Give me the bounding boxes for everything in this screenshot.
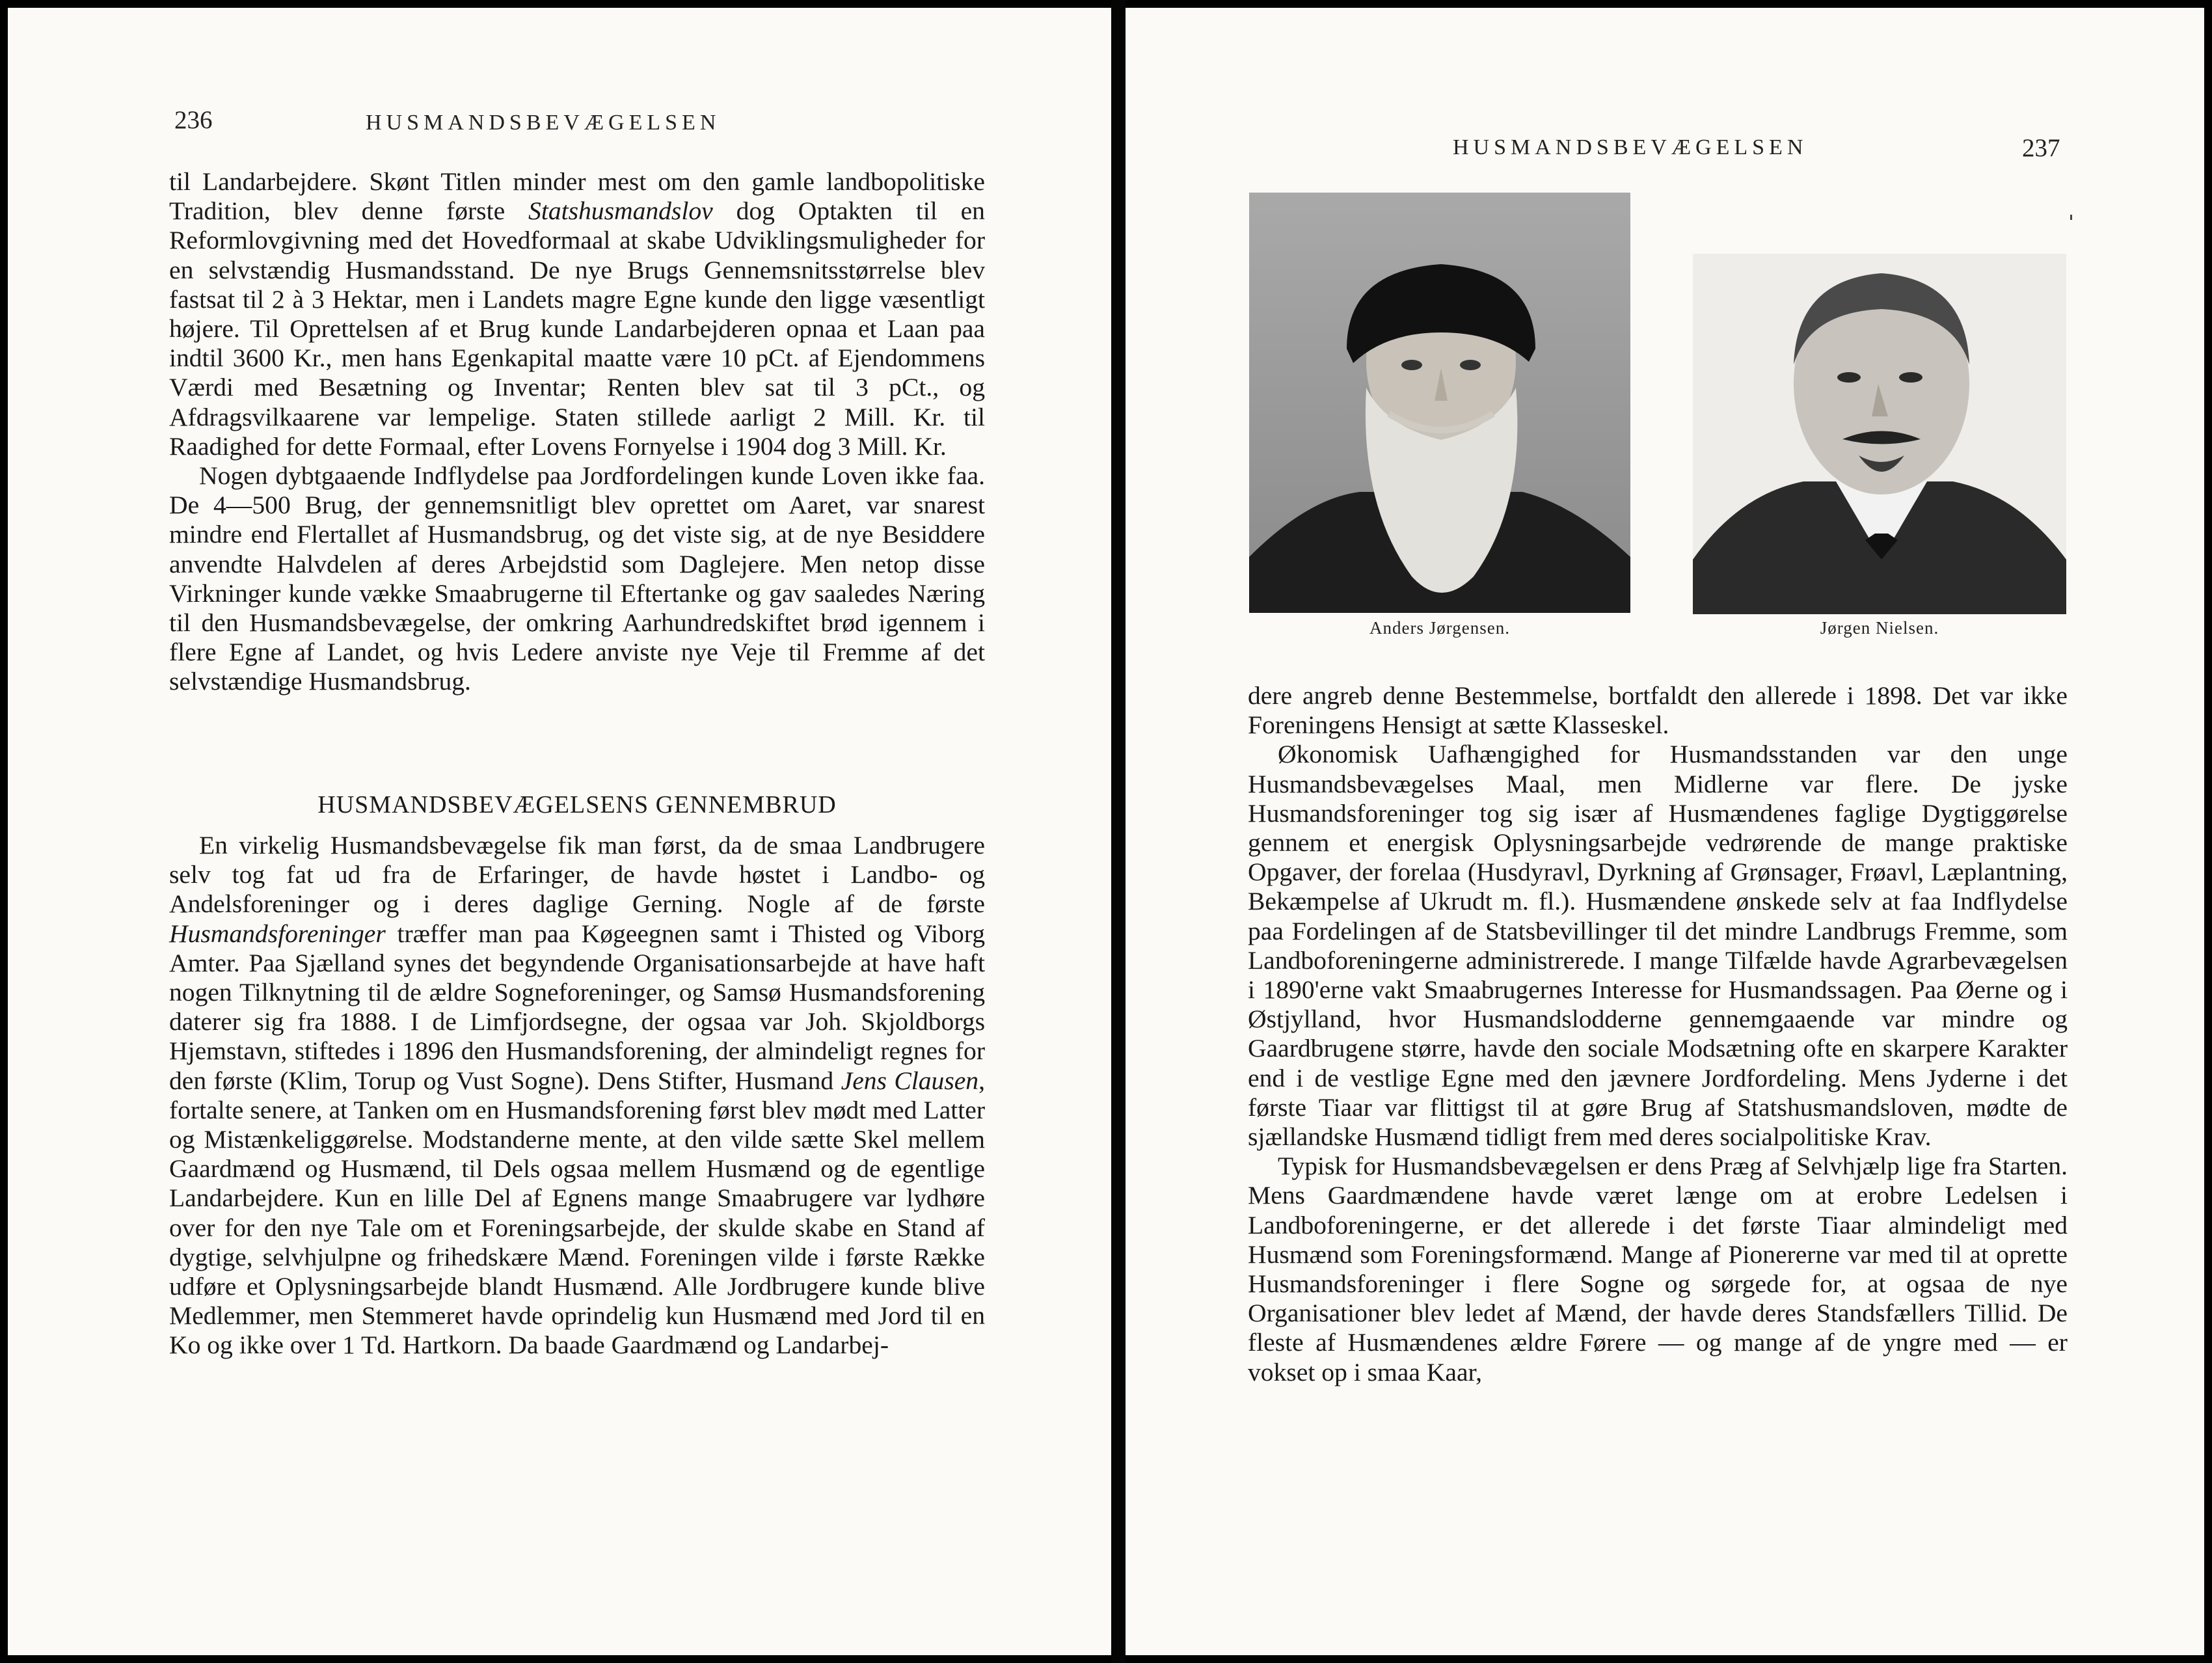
text-run: dog Optakten til en Reformlovgivning med det Hovedformaal at skabe Udviklingsmuligheder for en selvstændig Husmandsstand. De nye Brugs Gennemsnitsstørrelse blev fastsat til 2 à 3 Hektar, men i Landets magre Egne kunde den ligge væsentligt højere. Til Oprettelsen af et Brug kunde Landarbejderen opnaa et Laan paa indtil 3600 Kr., men hans Egenkapital maatte være 10 pCt. af Ejendommens Værdi med Besætning og Inventar; Renten blev sat til 3 pCt., og Afdragsvilkaarene var lempelige. Staten stillede aarligt 2 Mill. Kr. til Raadighed for dette Formaal, efter Lovens Fornyelse i 1904 dog 3 Mill. Kr. (169, 196, 985, 461)
running-head: HUSMANDSBEVÆGELSEN (1453, 135, 1808, 159)
book-gutter (1111, 0, 1126, 1663)
speck (2070, 215, 2072, 220)
photo-caption: Anders Jørgensen. (1369, 618, 1510, 638)
body-text (1248, 681, 2068, 1387)
section-heading: HUSMANDSBEVÆGELSENS GENNEMBRUD (317, 791, 837, 818)
italic-term: Husmandsforeninger (169, 919, 386, 948)
paragraph: dere angreb denne Bestemmelse, bortfaldt den allerede i 1898. Det var ikke Foreningens Hensigt at sætte Klasseskel. (1248, 681, 2068, 740)
text-run: til Landarbejdere. Skønt Titlen minder mest om den gamle landbopolitiske Tradition, blev denne første (169, 167, 985, 226)
portrait-man-with-moustache-icon (1693, 254, 2066, 614)
page-number: 237 (2022, 134, 2060, 162)
text-run: , fortalte senere, at Tanken om en Husmandsforening først blev mødt med Latter og Mistænkeliggørelse. Modstanderne mente, at den vilde sætte Skel mellem Gaardmænd og Husmænd, til Dels ogsaa mellem Husmænd og de egentlige Landarbejdere. Kun en lille Del af Egnens mange Smaabrugere var lydhøre over for den nye Tale om et Foreningsarbejde, der skulde skabe en Stand af dygtige, selvhjulpne og frihedskære Mænd. Foreningen vilde i første Række udføre et Oplysningsarbejde blandt Husmænd. Alle Jordbrugere kunde blive Medlemmer, men Stemmeret havde oprindelig kun Husmænd med Jord til en Ko og ikke over 1 Td. Hartkorn. Da baade Gaardmænd og Landarbej- (169, 1066, 985, 1360)
text-run: træffer man paa Køgeegnen samt i Thisted og Viborg Amter. Paa Sjælland synes det begyndende Organisationsarbejde at have haft nogen Tilknytning til de ældre Sogneforeninger, og Samsø Husmandsforening daterer sig fra 1888. I de Limfjordsegne, der ogsaa var Joh. Skjoldborgs Hjemstavn, stiftedes i 1896 den Husmandsforening, der almindeligt regnes for den første (Klim, Torup og Vust Sogne). Dens Stifter, Husmand (169, 919, 985, 1095)
photo-caption: Jørgen Nielsen. (1820, 618, 1939, 638)
paragraph: Nogen dybtgaaende Indflydelse paa Jordfordelingen kunde Loven ikke faa. De 4—500 Brug, der gennemsnitligt blev oprettet om Aaret, var snarest mindre end Flertallet af Husmandsbrug, og det viste sig, at de nye Besiddere anvendte Halvdelen af deres Arbejdstid som Daglejere. Men netop disse Virkninger kunde vække Smaabrugerne til Eftertanke og gav saaledes Næring til den Husmandsbevægelse, der omkring Aarhundredskiftet brød igennem i flere Egne af Landet, og hvis Ledere anviste nye Veje til Fremme af det selvstændige Husmandsbrug. (169, 461, 985, 696)
portrait-bearded-man-with-cap-icon (1249, 193, 1630, 613)
body-text-bottom (169, 831, 985, 1360)
paragraph: Typisk for Husmandsbevægelsen er dens Præg af Selvhjælp lige fra Starten. Mens Gaardmændene havde været længe om at erobre Ledelsen i Landboforeningerne, er det allerede i det første Tiaar almindeligt med Husmænd som Foreningsformænd. Mange af Pionererne var med til at oprette Husmandsforeninger i flere Sogne og sørgede for, at ogsaa de nye Organisationer blev ledet af Mænd, der havde deres Standsfællers Tillid. De fleste af Husmændenes ældre Førere — og mange af de yngre med — er vokset op i smaa Kaar, (1248, 1152, 2068, 1386)
paragraph: Økonomisk Uafhængighed for Husmandsstanden var den unge Husmandsbevægelses Maal, men Midlerne var flere. De jyske Husmandsforeninger tog sig især af Husmændenes faglige Dygtiggørelse gennem et energisk Oplysningsarbejde vedrørende de mange praktiske Opgaver, der forelaa (Husdyravl, Dyrkning af Grønsager, Frøavl, Læplantning, Bekæmpelse af Ukrudt m. fl.). Husmændene ønskede selv at faa Indflydelse paa Fordelingen af de Statsbevillinger til det mindre Landbrugs Fremme, som Landboforeningerne administrerede. I mange Tilfælde havde Agrarbevægelsen i 1890'erne vakt Smaabrugernes Interesse for Husmandssagen. Paa Øerne og i Østjylland, hvor Husmandslodderne gennemgaaende var mindre og Gaardbrugene større, havde den sociale Modsætning ofte en skarpere Karakter end i de vestlige Egne med den jævnere Jordfordeling. Mens Jyderne i det første Tiaar var flittigst til at gøre Brug af Statshusmandsloven, mødte de sjællandske Husmænd tidligt frem med deres socialpolitiske Krav. (1248, 740, 2068, 1152)
italic-term: Statshusmandslov (528, 196, 713, 226)
running-head: HUSMANDSBEVÆGELSEN (366, 111, 721, 135)
body-text-top (169, 167, 985, 697)
paragraph (169, 831, 985, 1360)
paragraph (169, 167, 985, 461)
italic-term: Jens Clausen (841, 1066, 979, 1095)
left-page (8, 8, 1111, 1655)
right-page (1126, 8, 2204, 1655)
text-run: En virkelig Husmandsbevægelse fik man først, da de smaa Landbrugere selv tog fat ud fra de Erfaringer, de havde høstet i Landbo- og Andelsforeninger og i deres daglige Gerning. Nogle af de første (169, 831, 985, 919)
page-number: 236 (174, 106, 213, 134)
